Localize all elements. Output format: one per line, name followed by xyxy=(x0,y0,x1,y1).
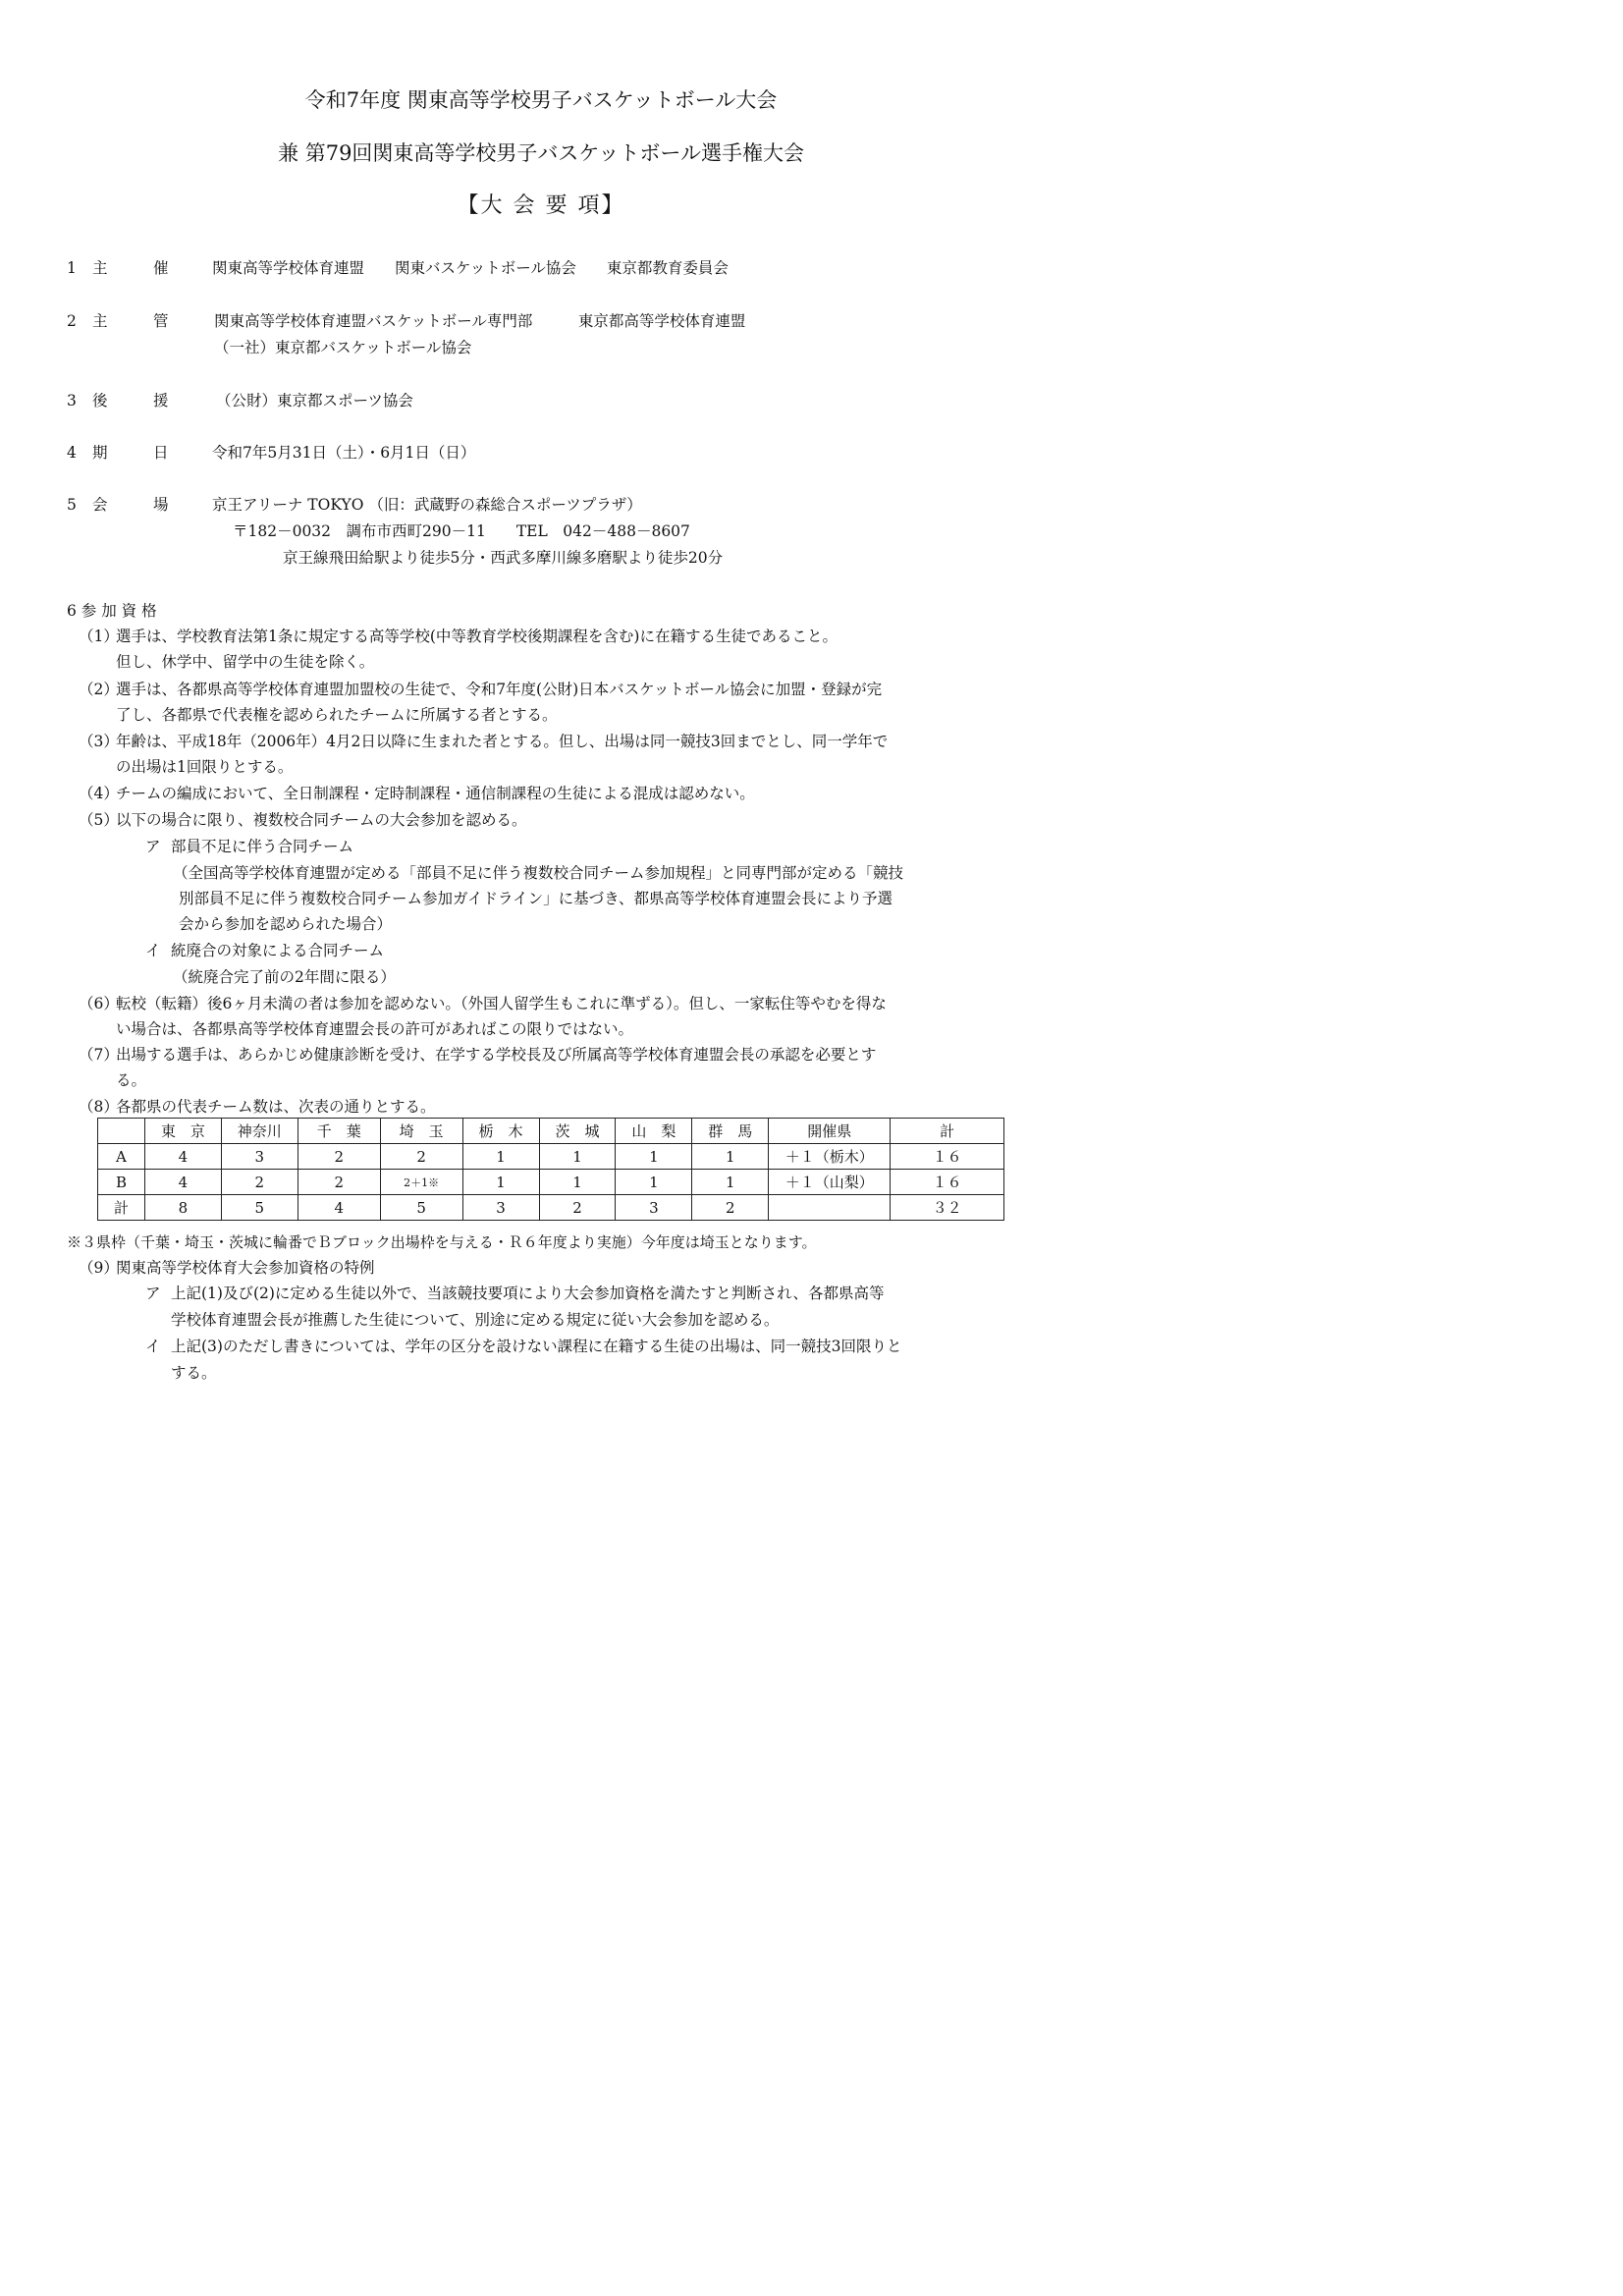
table-header-cell: 茨 城 xyxy=(539,1119,616,1144)
table-header-cell: 埼 玉 xyxy=(380,1119,462,1144)
table-cell: 1 xyxy=(462,1144,539,1170)
section-number: 2 xyxy=(67,312,77,330)
item-text: 各都県の代表チーム数は、次表の通りとする。 xyxy=(116,1098,436,1116)
table-cell: 5 xyxy=(221,1195,298,1221)
table-header-cell: 群 馬 xyxy=(692,1119,769,1144)
table-cell: 8 xyxy=(144,1195,221,1221)
section-label: 主 催 xyxy=(92,259,169,277)
title-line-2: 兼 第79回関東高等学校男子バスケットボール選手権大会 xyxy=(278,141,804,165)
venue-address: 〒182－0032 調布市西町290－11 TEL 042－488－8607 xyxy=(233,522,690,540)
item-9-sub-b-line-2: する。 xyxy=(171,1364,217,1382)
table-cell: 2 xyxy=(221,1170,298,1195)
table-note: ※３県枠（千葉・埼玉・茨城に輪番でＢブロック出場枠を与える・Ｒ６年度より実施）今年度は埼玉となります。 xyxy=(67,1233,817,1251)
sub-item-label: イ xyxy=(145,942,161,959)
table-cell: 2 xyxy=(298,1170,380,1195)
section-label: 主 管 xyxy=(92,312,169,330)
item-number: （5） xyxy=(79,811,119,829)
item-text: 年齢は、平成18年（2006年）4月2日以降に生まれた者とする。但し、出場は同一競技3回までとし、同一学年で xyxy=(116,733,889,750)
table-cell: １６ xyxy=(891,1144,1004,1170)
section-2-body-2: （一社）東京都バスケットボール協会 xyxy=(214,339,472,356)
sub-item-label: ア xyxy=(145,1285,161,1302)
section-body: 関東高等学校体育連盟 関東バスケットボール協会 東京都教育委員会 xyxy=(212,259,729,277)
section-label: 会 場 xyxy=(92,496,169,514)
item-text: 選手は、各都県高等学校体育連盟加盟校の生徒で、令和7年度(公財)日本バスケットボール協会に加盟・登録が完 xyxy=(116,681,883,698)
item-text: 以下の場合に限り、複数校合同チームの大会参加を認める。 xyxy=(116,811,527,829)
sub-item-text: 上記(1)及び(2)に定める生徒以外で、当該競技要項により大会参加資格を満たすと判断され、各都県高等 xyxy=(171,1285,885,1302)
table-cell: 1 xyxy=(692,1170,769,1195)
sub-item-label: イ xyxy=(145,1338,161,1355)
title-line-3: 【大 会 要 項】 xyxy=(457,193,625,218)
item-text: 関東高等学校体育大会参加資格の特例 xyxy=(116,1259,375,1277)
table-header-cell: 東 京 xyxy=(144,1119,221,1144)
table-cell xyxy=(769,1195,891,1221)
table-cell: A xyxy=(98,1144,145,1170)
table-header-row xyxy=(98,1119,1004,1144)
title-line-1: 令和7年度 関東高等学校男子バスケットボール大会 xyxy=(304,88,778,112)
table-cell: 3 xyxy=(462,1195,539,1221)
section-number: 1 xyxy=(67,259,77,277)
section-6-heading: 6 参 加 資 格 xyxy=(67,602,157,620)
item-number: （1） xyxy=(79,628,119,645)
table-cell: 4 xyxy=(144,1170,221,1195)
sub-item-title: 統廃合の対象による合同チーム xyxy=(171,942,385,959)
sub-item-title: 部員不足に伴う合同チーム xyxy=(171,838,354,855)
table-row xyxy=(98,1144,1004,1170)
venue-access: 京王線飛田給駅より徒歩5分・西武多摩川線多磨駅より徒歩20分 xyxy=(283,549,724,567)
table-cell: ＋１（栃木） xyxy=(769,1144,891,1170)
table-cell: 2＋1※ xyxy=(380,1170,462,1195)
table-cell: ＋１（山梨） xyxy=(769,1170,891,1195)
table-cell: 1 xyxy=(539,1170,616,1195)
document-page xyxy=(0,0,1082,1531)
item-7-line-2: る。 xyxy=(116,1071,147,1089)
section-body: （公財）東京都スポーツ協会 xyxy=(216,392,413,410)
sub-item-label: ア xyxy=(145,838,161,855)
item-number: （2） xyxy=(79,681,119,698)
table-cell: 1 xyxy=(462,1170,539,1195)
section-label: 期 日 xyxy=(92,444,169,462)
item-5-sub-a-line-3: 会から参加を認められた場合） xyxy=(179,915,393,933)
table-cell: 5 xyxy=(380,1195,462,1221)
item-number: （9） xyxy=(79,1259,119,1277)
section-body: 京王アリーナ TOKYO （旧：武蔵野の森総合スポーツプラザ） xyxy=(212,496,642,514)
table-cell: 1 xyxy=(539,1144,616,1170)
sub-item-text: 上記(3)のただし書きについては、学年の区分を設けない課程に在籍する生徒の出場は、同一競技3回限りと xyxy=(171,1338,902,1355)
item-text: チームの編成において、全日制課程・定時制課程・通信制課程の生徒による混成は認めない。 xyxy=(116,785,755,802)
table-header-cell: 千 葉 xyxy=(298,1119,380,1144)
table-header-cell xyxy=(98,1119,145,1144)
section-body: 関東高等学校体育連盟バスケットボール専門部 東京都高等学校体育連盟 xyxy=(214,312,746,330)
item-number: （3） xyxy=(79,733,119,750)
item-1-line-2: 但し、休学中、留学中の生徒を除く。 xyxy=(116,653,375,671)
table-cell: 2 xyxy=(298,1144,380,1170)
item-text: 転校（転籍）後6ヶ月未満の者は参加を認めない。（外国人留学生もこれに準ずる）。但し、一家転住等やむを得な xyxy=(116,995,887,1012)
table-cell: 3 xyxy=(616,1195,692,1221)
table-header-cell: 山 梨 xyxy=(616,1119,692,1144)
section-number: 4 xyxy=(67,444,77,462)
representative-teams-table xyxy=(97,1118,1004,1221)
table-cell: ３２ xyxy=(891,1195,1004,1221)
table-cell: 4 xyxy=(144,1144,221,1170)
table-row xyxy=(98,1195,1004,1221)
item-number: （8） xyxy=(79,1098,119,1116)
table-cell: 2 xyxy=(692,1195,769,1221)
table-cell: B xyxy=(98,1170,145,1195)
table-cell: 2 xyxy=(539,1195,616,1221)
table-header-cell: 栃 木 xyxy=(462,1119,539,1144)
item-2-line-2: 了し、各都県で代表権を認められたチームに所属する者とする。 xyxy=(116,706,558,724)
item-9-sub-a-line-2: 学校体育連盟会長が推薦した生徒について、別途に定める規定に従い大会参加を認める。 xyxy=(171,1311,780,1329)
table-cell: 1 xyxy=(616,1170,692,1195)
item-5-sub-a-line-2: 別部員不足に伴う複数校合同チーム参加ガイドライン」に基づき、都県高等学校体育連盟会長により予選 xyxy=(179,890,893,907)
item-6-line-2: い場合は、各都県高等学校体育連盟会長の許可があればこの限りではない。 xyxy=(116,1020,634,1038)
item-5-sub-a-line-1: （全国高等学校体育連盟が定める「部員不足に伴う複数校合同チーム参加規程」と同専門部が定める「競技 xyxy=(173,864,904,882)
table-row xyxy=(98,1170,1004,1195)
item-text: 出場する選手は、あらかじめ健康診断を受け、在学する学校長及び所属高等学校体育連盟会長の承認を必要とす xyxy=(116,1046,877,1064)
item-number: （6） xyxy=(79,995,119,1012)
item-number: （7） xyxy=(79,1046,119,1064)
table-header-cell: 計 xyxy=(891,1119,1004,1144)
item-5-sub-b-line-1: （統廃合完了前の2年間に限る） xyxy=(173,968,396,986)
section-body: 令和7年5月31日（土）・6月1日（日） xyxy=(212,444,476,462)
table-cell: １６ xyxy=(891,1170,1004,1195)
table-cell: 2 xyxy=(380,1144,462,1170)
table-cell: 1 xyxy=(692,1144,769,1170)
section-number: 3 xyxy=(67,392,77,410)
section-label: 後 援 xyxy=(92,392,169,410)
table-header-cell: 神奈川 xyxy=(221,1119,298,1144)
table-cell: 3 xyxy=(221,1144,298,1170)
table-header-cell: 開催県 xyxy=(769,1119,891,1144)
section-number: 5 xyxy=(67,496,77,514)
table-cell: 計 xyxy=(98,1195,145,1221)
table-cell: 4 xyxy=(298,1195,380,1221)
item-number: （4） xyxy=(79,785,119,802)
table-cell: 1 xyxy=(616,1144,692,1170)
item-3-line-2: の出場は1回限りとする。 xyxy=(116,758,294,776)
item-text: 選手は、学校教育法第1条に規定する高等学校(中等教育学校後期課程を含む)に在籍する生徒であること。 xyxy=(116,628,838,645)
